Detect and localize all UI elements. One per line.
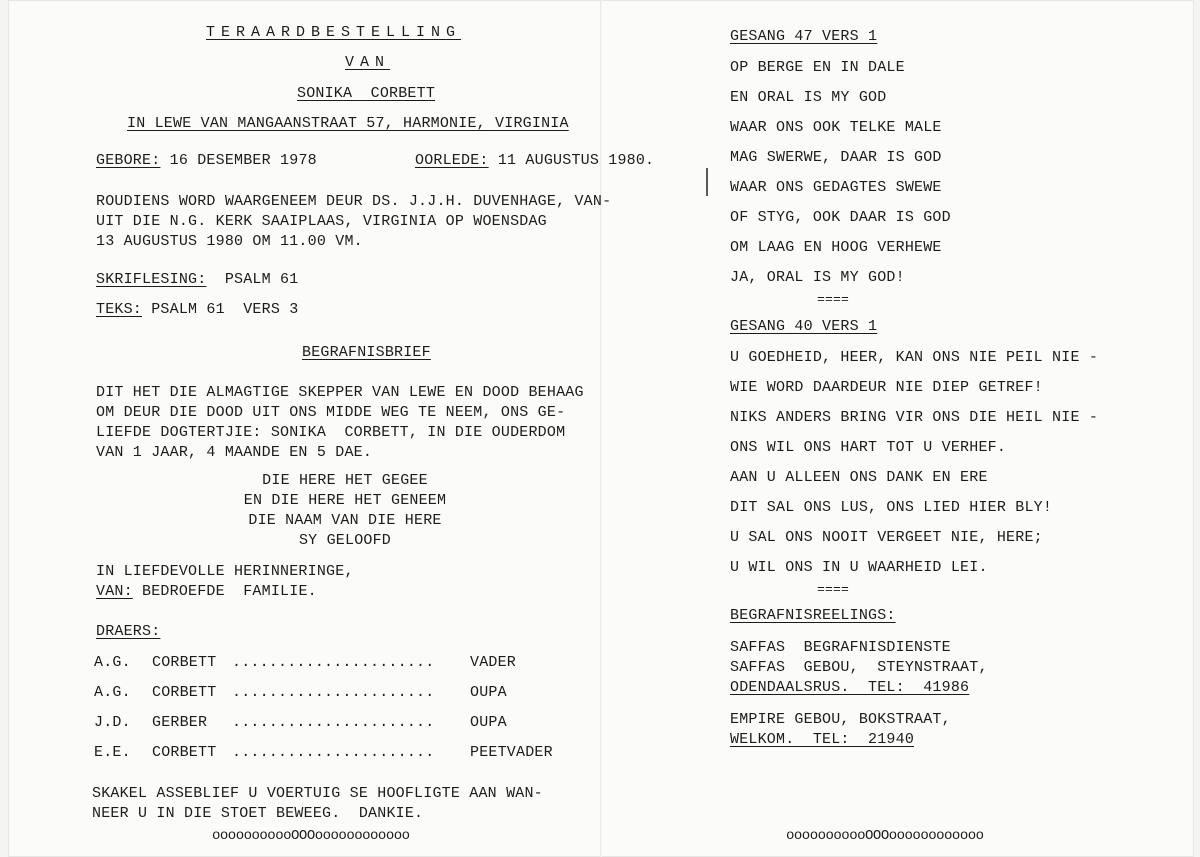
bearer-relation: OUPA: [470, 684, 507, 701]
death-row: [415, 151, 654, 171]
verse-line-4: SY GELOOFD: [298, 532, 391, 549]
letter-line-1: DIT HET DIE ALMAGTIGE SKEPPER VAN LEWE EN DOOD BEHAAG: [96, 384, 584, 401]
hymn1-line-4: MAG SWERWE, DAAR IS GOD: [730, 149, 942, 166]
headlights-line-2: NEER U IN DIE STOET BEWEEG. DANKIE.: [92, 805, 424, 822]
hymn1-heading: GESANG 47 VERS 1: [730, 28, 878, 45]
odendaalsrus-line: ODENDAALSRUS. TEL: 41986: [730, 679, 970, 696]
text-label: TEKS:: [96, 301, 143, 318]
deceased-name: SONIKA CORBETT: [297, 85, 436, 102]
scripture-label: SKRIFLESING:: [96, 271, 207, 288]
bearer-relation: OUPA: [470, 714, 507, 731]
bearer-surname: CORBETT: [152, 744, 217, 761]
letter-heading: BEGRAFNISBRIEF: [302, 344, 431, 361]
hymn2-line-6: DIT SAL ONS LUS, ONS LIED HIER BLY!: [730, 499, 1053, 516]
bearer-surname: CORBETT: [152, 684, 217, 701]
from-label: VAN:: [96, 583, 133, 600]
hymn2-line-4: ONS WIL ONS HART TOT U VERHEF.: [730, 439, 1007, 456]
text-value: PSALM 61 VERS 3: [142, 301, 299, 318]
welkom-line-1: EMPIRE GEBOU, BOKSTRAAT,: [730, 711, 951, 728]
letter-line-4: VAN 1 JAAR, 4 MAANDE EN 5 DAE.: [96, 444, 373, 461]
bearer-dots: ......................: [232, 744, 435, 761]
born-value: 16 DESEMBER 1978: [160, 152, 317, 169]
hymn1-line-1: OP BERGE EN IN DALE: [730, 59, 905, 76]
bearer-initials: E.E.: [94, 744, 131, 761]
hymn2-line-2: WIE WORD DAARDEUR NIE DIEP GETREF!: [730, 379, 1043, 396]
hymn1-line-5: WAAR ONS GEDAGTES SWEWE: [730, 179, 942, 196]
page-fold: [600, 0, 602, 857]
welkom-line-2: WELKOM. TEL: 21940: [730, 731, 915, 748]
headlights-line-1: SKAKEL ASSEBLIEF U VOERTUIG SE HOOFLIGTE AAN WAN-: [92, 785, 543, 802]
from-row: [96, 582, 317, 602]
hymn1-line-3: WAAR ONS OOK TELKE MALE: [730, 119, 942, 136]
scripture-row: [96, 270, 298, 290]
program-title: TERAARDBESTELLING: [206, 24, 462, 41]
hymn2-line-1: U GOEDHEID, HEER, KAN ONS NIE PEIL NIE -: [730, 349, 1099, 366]
letter-line-3: LIEFDE DOGTERTJIE: SONIKA CORBETT, IN DIE OUDERDOM: [96, 424, 566, 441]
bearer-initials: J.D.: [94, 714, 131, 731]
service-line-3: 13 AUGUSTUS 1980 OM 11.00 VM.: [96, 233, 363, 250]
died-value: 11 AUGUSTUS 1980.: [488, 152, 655, 169]
hymn1-line-7: OM LAAG EN HOOG VERHEWE: [730, 239, 942, 256]
arrangements-line-1: SAFFAS BEGRAFNISDIENSTE: [730, 639, 951, 656]
bearer-relation: PEETVADER: [470, 744, 553, 761]
bearer-dots: ......................: [232, 714, 435, 731]
bearer-initials: A.G.: [94, 684, 131, 701]
bearer-dots: ......................: [232, 684, 435, 701]
hymn2-line-5: AAN U ALLEEN ONS DANK EN ERE: [730, 469, 988, 486]
died-label: OORLEDE:: [415, 152, 489, 169]
hymn1-line-6: OF STYG, OOK DAAR IS GOD: [730, 209, 951, 226]
birth-row: [96, 151, 317, 171]
bearer-dots: ......................: [232, 654, 435, 671]
hymn2-heading: GESANG 40 VERS 1: [730, 318, 878, 335]
separator-1: ====: [817, 292, 850, 307]
bearer-initials: A.G.: [94, 654, 131, 671]
letter-line-2: OM DEUR DIE DOOD UIT ONS MIDDE WEG TE NEEM, ONS GE-: [96, 404, 566, 421]
arrangements-line-2: SAFFAS GEBOU, STEYNSTRAAT,: [730, 659, 988, 676]
hymn1-line-2: EN ORAL IS MY GOD: [730, 89, 887, 106]
verse-line-2: EN DIE HERE HET GENEEM: [243, 492, 447, 509]
arrangements-heading: BEGRAFNISREELINGS:: [730, 607, 896, 624]
right-ornament: ooooooooooOOOoooooooooooo: [786, 828, 984, 844]
service-line-2: UIT DIE N.G. KERK SAAIPLAAS, VIRGINIA OP WOENSDAG: [96, 213, 547, 230]
verse-line-3: DIE NAAM VAN DIE HERE: [248, 512, 442, 529]
hymn1-line-8: JA, ORAL IS MY GOD!: [730, 269, 905, 286]
born-label: GEBORE:: [96, 152, 161, 169]
hymn2-line-8: U WIL ONS IN U WAARHEID LEI.: [730, 559, 988, 576]
service-line-1: ROUDIENS WORD WAARGENEEM DEUR DS. J.J.H. DUVENHAGE, VAN-: [96, 193, 612, 210]
hymn2-line-3: NIKS ANDERS BRING VIR ONS DIE HEIL NIE -: [730, 409, 1099, 426]
bearer-relation: VADER: [470, 654, 517, 671]
program-van: VAN: [345, 54, 391, 71]
bearer-surname: CORBETT: [152, 654, 217, 671]
text-row: [96, 300, 298, 320]
bearer-surname: GERBER: [152, 714, 208, 731]
from-value: BEDROEFDE FAMILIE.: [132, 583, 317, 600]
hymn2-line-7: U SAL ONS NOOIT VERGEET NIE, HERE;: [730, 529, 1043, 546]
deceased-address: IN LEWE VAN MANGAANSTRAAT 57, HARMONIE, VIRGINIA: [127, 115, 569, 132]
ink-mark: [706, 168, 708, 196]
scripture-value: PSALM 61: [206, 271, 299, 288]
remembrance-line: IN LIEFDEVOLLE HERINNERINGE,: [96, 563, 354, 580]
bearers-heading: DRAERS:: [96, 623, 161, 640]
left-ornament: ooooooooooOOOoooooooooooo: [212, 828, 410, 844]
separator-2: ====: [817, 582, 850, 597]
verse-line-1: DIE HERE HET GEGEE: [262, 472, 428, 489]
